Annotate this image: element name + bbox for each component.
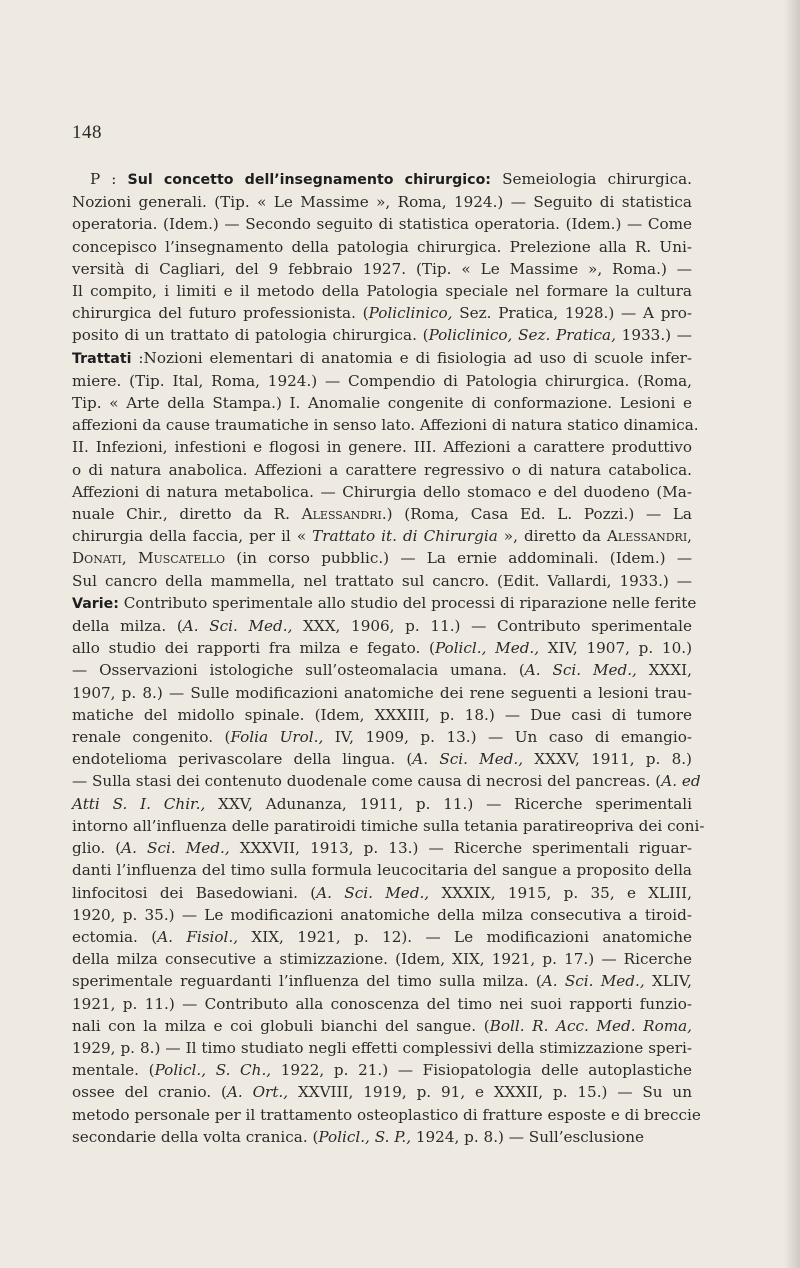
text-segment: 1907, p. 8.) — Sulle modificazioni anatomiche dei rene seguenti a lesioni trau- — [72, 683, 692, 702]
text-segment: 1924, p. 8.) — Sull’esclusione — [411, 1127, 645, 1146]
section-heading: Trattati — [72, 350, 132, 367]
journal-title: A. Ort., — [226, 1083, 289, 1102]
journal-title: A. Sci. Med., — [412, 750, 524, 769]
text-line — [72, 258, 692, 280]
journal-title: A. Sci. Med., — [541, 972, 645, 991]
text-line — [72, 436, 692, 458]
text-segment: , — [121, 549, 138, 568]
text-segment: o di natura anabolica. Affezioni a carattere regressivo o di natura catabolica. — [72, 460, 692, 479]
text-line — [72, 370, 692, 392]
text-segment: XLIV, — [644, 972, 693, 991]
author-name: Donati — [72, 549, 122, 568]
text-line — [72, 503, 692, 525]
section-heading: Sul concetto dell’insegnamento chirurgico: — [127, 172, 491, 188]
text-line — [72, 592, 697, 615]
text-segment: versità di Cagliari, del 9 febbraio 1927. (Tip. « Le Massime », Roma.) — — [72, 259, 692, 278]
text-segment: P : — [90, 170, 128, 188]
journal-title: A. Sci. Med., — [182, 617, 293, 636]
text-line — [72, 926, 692, 948]
section-heading: Varie: — [72, 595, 119, 612]
journal-title: Atti S. I. Chir., — [72, 794, 206, 813]
text-line — [72, 191, 692, 213]
text-line — [72, 993, 692, 1015]
text-line — [72, 324, 692, 346]
text-line — [72, 1126, 692, 1148]
text-line — [72, 882, 692, 904]
text-segment: Sul cancro della mammella, nel trattato sul cancro. (Edit. Vallardi, 1933.) — — [72, 571, 692, 590]
journal-title: Policlinico, — [368, 304, 453, 323]
text-segment: matiche del midollo spinale. (Idem, XXXIII, p. 18.) — Due casi di tumore — [72, 705, 692, 724]
text-line — [72, 168, 692, 191]
journal-title: A. Sci. Med., — [524, 661, 637, 680]
text-segment: chirurgia della faccia, per il « — [72, 527, 313, 546]
text-segment: Sez. Pratica, 1928.) — A pro- — [452, 304, 693, 323]
journal-title: Policl., S. P., — [318, 1127, 412, 1146]
text-segment: Contributo sperimentale allo studio del processi di riparazione nelle ferite — [118, 593, 697, 612]
text-line — [72, 1081, 692, 1103]
text-segment: II. Infezioni, infestioni e flogosi in genere. III. Affezioni a carattere produttivo — [72, 438, 692, 457]
journal-title: A. Fisiol., — [157, 927, 239, 946]
text-segment: danti l’influenza del timo sulla formula leucocitaria del sangue a proposito della — [72, 861, 692, 880]
journal-title: A. ed — [661, 772, 701, 791]
text-segment: Affezioni di natura metabolica. — Chirurgia dello stomaco e del duodeno (Ma- — [72, 482, 692, 501]
text-segment: 1933.) — — [615, 326, 692, 345]
text-segment: 1922, p. 21.) — Fisiopatologia delle autoplastiche — [271, 1061, 692, 1080]
text-line — [72, 726, 692, 748]
text-line — [72, 1059, 692, 1081]
text-line — [72, 1037, 692, 1059]
text-line — [72, 659, 692, 681]
page-number: 148 — [72, 122, 102, 143]
text-segment: metodo personale per il trattamento osteoplastico di fratture esposte e di breccie — [72, 1105, 701, 1124]
text-segment: 1921, p. 11.) — Contributo alla conoscenza del timo nei suoi rapporti funzio- — [72, 994, 692, 1013]
text-segment: chirurgica del futuro professionista. ( — [72, 304, 369, 323]
text-segment: Nozioni generali. (Tip. « Le Massime », Roma, 1924.) — Seguito di statistica — [72, 193, 692, 212]
text-line — [72, 815, 705, 837]
text-line — [72, 970, 692, 992]
text-segment: sperimentale reguardanti l’influenza del timo sulla milza. ( — [72, 972, 542, 991]
text-line — [72, 1015, 692, 1037]
journal-title: A. Sci. Med., — [316, 883, 430, 902]
text-line — [72, 414, 699, 436]
text-line — [72, 459, 692, 481]
text-line — [72, 347, 692, 370]
text-segment: 1929, p. 8.) — Il timo studiato negli effetti complessivi della stimizzazione speri- — [72, 1038, 692, 1057]
author-name: Alessandri — [301, 505, 382, 524]
text-line — [72, 525, 692, 547]
text-line — [72, 748, 692, 770]
journal-title: Policl., S. Ch., — [154, 1061, 272, 1080]
text-line — [72, 770, 701, 792]
text-segment: Semeiologia chirurgica. — [490, 170, 692, 188]
text-segment: ossee del cranio. ( — [72, 1083, 227, 1102]
text-line — [72, 793, 692, 815]
text-segment: (in corso pubblic.) — La ernie addominali. (Idem.) — — [225, 549, 693, 568]
journal-title: A. Sci. Med., — [121, 839, 230, 858]
text-segment: Tip. « Arte della Stampa.) I. Anomalie congenite di conformazione. Lesioni e — [72, 394, 692, 413]
journal-title: Boll. R. Acc. Med. Roma, — [489, 1016, 693, 1035]
text-segment: posito di un trattato di patologia chirurgica. ( — [72, 326, 429, 345]
text-line — [72, 570, 692, 592]
text-segment: endotelioma perivascolare della lingua. ( — [72, 750, 413, 769]
bibliography-text — [72, 168, 705, 1148]
text-segment: Il compito, i limiti e il metodo della Patologia speciale nel formare la cultura — [72, 282, 692, 301]
text-line — [72, 682, 692, 704]
text-segment: secondarie della volta cranica. ( — [72, 1127, 319, 1146]
text-line — [72, 615, 692, 637]
journal-title: Folia Urol., — [230, 728, 324, 747]
text-segment: :Nozioni elementari di anatomia e di fisiologia ad uso di scuole infer- — [131, 348, 692, 367]
journal-title: Trattato it. di Chirurgia — [312, 527, 498, 546]
text-line — [72, 392, 692, 414]
text-segment: allo studio dei rapporti fra milza e fegato. ( — [72, 639, 435, 658]
text-line — [72, 1104, 701, 1126]
text-segment: — Sulla stasi dei contenuto duodenale come causa di necrosi del pancreas. ( — [72, 772, 662, 791]
page-edge-shadow — [784, 0, 800, 1268]
text-segment: della milza consecutive a stimizzazione. (Idem, XIX, 1921, p. 17.) — Ricerche — [72, 950, 692, 969]
text-line — [72, 302, 692, 324]
text-segment: linfocitosi dei Basedowiani. ( — [72, 883, 317, 902]
author-name: Muscatello — [137, 549, 226, 568]
text-segment: 1920, p. 35.) — Le modificazioni anatomiche della milza consecutiva a tiroid- — [72, 905, 692, 924]
text-segment: — Osservazioni istologiche sull’osteomalacia umana. ( — [72, 661, 525, 680]
text-segment: nuale Chir., diretto da R. — [72, 505, 302, 524]
text-segment: XXX, 1906, p. 11.) — Contributo sperimentale — [292, 617, 693, 636]
text-segment: XXXV, 1911, p. 8.) — [523, 750, 692, 769]
text-segment: intorno all’influenza delle paratiroidi timiche sulla tetania paratireopriva dei coni- — [72, 816, 705, 835]
text-line — [72, 547, 692, 569]
text-line — [72, 213, 692, 235]
text-segment: glio. ( — [72, 839, 122, 858]
text-segment: .) (Roma, Casa Ed. L. Pozzi.) — La — [381, 505, 692, 524]
journal-title: Policlinico, Sez. Pratica, — [428, 326, 616, 345]
text-segment: renale congenito. ( — [72, 728, 231, 747]
text-segment: mentale. ( — [72, 1061, 155, 1080]
text-segment: XIX, 1921, p. 12). — Le modificazioni anatomiche — [238, 927, 692, 946]
text-line — [72, 837, 692, 859]
text-line — [72, 481, 692, 503]
text-segment: concepisco l’insegnamento della patologia chirurgica. Prelezione alla R. Uni- — [72, 237, 692, 256]
author-name: Alessandri, — [606, 527, 692, 546]
text-segment: XIV, 1907, p. 10.) — [539, 639, 692, 658]
text-segment: IV, 1909, p. 13.) — Un caso di emangio- — [323, 728, 692, 747]
text-segment: miere. (Tip. Ital, Roma, 1924.) — Compendio di Patologia chirurgica. (Roma, — [72, 371, 692, 390]
text-segment: della milza. ( — [72, 617, 183, 636]
text-segment: XXV, Adunanza, 1911, p. 11.) — Ricerche sperimentali — [205, 794, 692, 813]
text-segment: XXXI, — [636, 661, 692, 680]
text-segment: nali con la milza e coi globuli bianchi del sangue. ( — [72, 1016, 490, 1035]
text-segment: affezioni da cause traumatiche in senso lato. Affezioni di natura statico dinamica. — [72, 416, 699, 435]
text-line — [72, 859, 692, 881]
text-segment: operatoria. (Idem.) — Secondo seguito di statistica operatoria. (Idem.) — Come — [72, 215, 692, 234]
text-line — [72, 637, 692, 659]
text-segment: XXXVII, 1913, p. 13.) — Ricerche sperimentali riguar- — [229, 839, 692, 858]
text-segment: ectomia. ( — [72, 927, 158, 946]
journal-title: Policl., Med., — [434, 639, 540, 658]
text-line — [72, 904, 692, 926]
text-line — [72, 948, 692, 970]
text-segment: », diretto da — [497, 527, 607, 546]
text-segment: XXXIX, 1915, p. 35, e XLIII, — [429, 883, 692, 902]
text-line — [72, 280, 692, 302]
text-line — [72, 704, 692, 726]
text-line — [72, 236, 692, 258]
text-segment: XXVIII, 1919, p. 91, e XXXII, p. 15.) — Su un — [288, 1083, 692, 1102]
